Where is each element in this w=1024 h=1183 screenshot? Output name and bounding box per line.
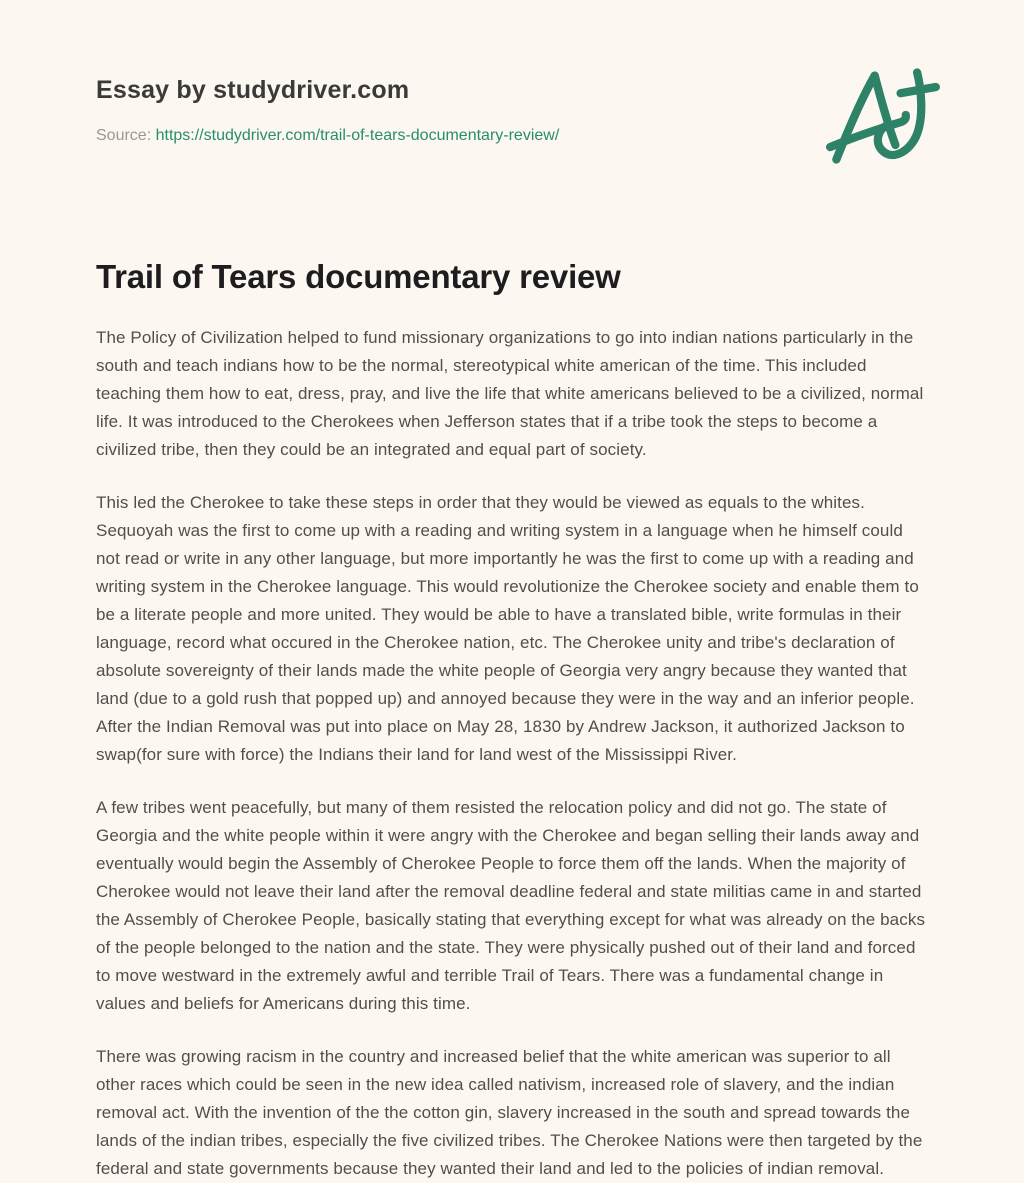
source-line: [96, 126, 928, 145]
source-link[interactable]: https://studydriver.com/trail-of-tears-documentary-review/: [155, 126, 560, 144]
essay-paragraph-3: A few tribes went peacefully, but many of them resisted the relocation policy and did not go. The state of Georgia and the white people within it were angry with the Cherokee and began selling their lands away and eventually would begin the Assembly of Cherokee People to force them off the lands. When the majority of Cherokee would not leave their land after the removal deadline federal and state militias came in and started the Assembly of Cherokee People, basically stating that everything except for what was already on the backs of the people belonged to the nation and the state. They were physically pushed out of their land and forced to move westward in the extremely awful and terrible Trail of Tears. There was a fundamental change in values and beliefs for Americans during this time.: [96, 797, 926, 1013]
studydriver-logo: [826, 68, 942, 164]
a-plus-icon: [826, 151, 942, 168]
essay-paragraph-1: The Policy of Civilization helped to fund missionary organizations to go into indian nations particularly in the south and teach indians how to be the normal, stereotypical white american of the time. This included teaching them how to eat, dress, pray, and live the life that white americans believed to be a civilized, normal life. It was introduced to the Cherokees when Jefferson states that if a tribe took the steps to become a civilized tribe, then they could be an integrated and equal part of society.: [96, 327, 924, 459]
essay-title: Trail of Tears documentary review: [96, 257, 621, 295]
page-title: Essay by studydriver.com: [96, 76, 410, 104]
essay-body: [96, 324, 928, 1183]
essay-paragraph-4: There was growing racism in the country and increased belief that the white american was superior to all other races which could be seen in the new idea called nativism, increased role of slavery, and the indian removal act. With the invention of the the cotton gin, slavery increased in the south and spread towards the lands of the indian tribes, especially the five civilized tribes. The Cherokee Nations were then targeted by the federal and state governments because they wanted their land and led to the policies of indian removal.: [96, 1046, 923, 1178]
document-header: [96, 76, 928, 145]
essay-paragraph-2: This led the Cherokee to take these steps in order that they would be viewed as equals to the whites. Sequoyah was the first to come up with a reading and writing system in a language when he himself could not read or write in any other language, but more importantly he was the first to come up with a reading and writing system in the Cherokee language. This would revolutionize the Cherokee society and enable them to be a literate people and more united. They would be able to have a translated bible, write formulas in their language, record what occured in the Cherokee nation, etc. The Cherokee unity and tribe's declaration of absolute sovereignty of their lands made the white people of Georgia very angry because they wanted that land (due to a gold rush that popped up) and annoyed because they were in the way and an inferior people. After the Indian Removal was put into place on May 28, 1830 by Andrew Jackson, it authorized Jackson to swap(for sure with force) the Indians their land for land west of the Mississippi River.: [96, 492, 919, 764]
source-label: Source:: [96, 126, 152, 144]
essay-content: [96, 257, 928, 1183]
